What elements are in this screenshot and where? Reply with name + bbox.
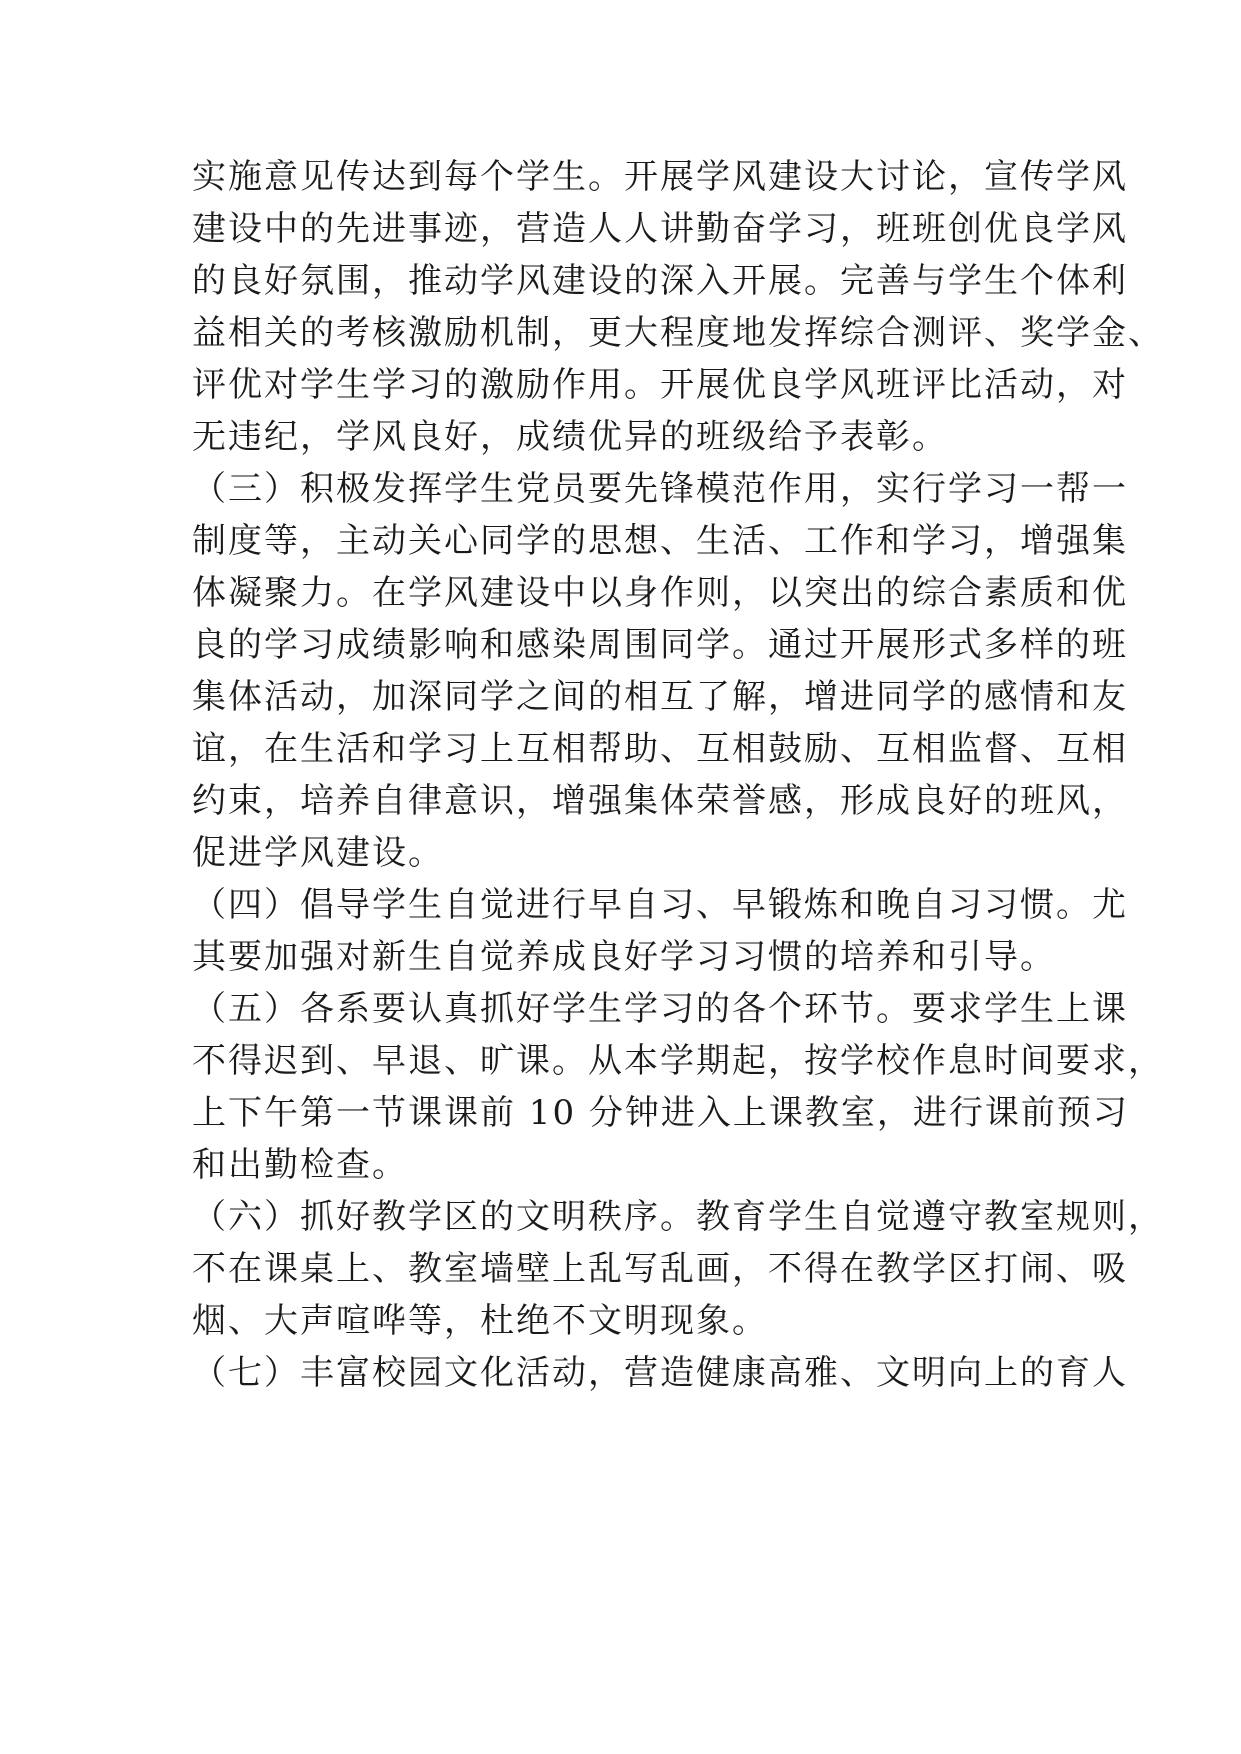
- text-line: 建设中的先进事迹，营造人人讲勤奋学习，班班创优良学风: [192, 209, 1128, 249]
- section-heading-line: （四）倡导学生自觉进行早自习、早锻炼和晚自习习惯。尤: [192, 885, 1128, 925]
- section-heading-line: （五）各系要认真抓好学生学习的各个环节。要求学生上课: [192, 989, 1128, 1029]
- text-line: 良的学习成绩影响和感染周围同学。通过开展形式多样的班: [192, 625, 1128, 665]
- text-line: 上下午第一节课课前 10 分钟进入上课教室，进行课前预习: [192, 1093, 1129, 1133]
- text-line: 集体活动，加深同学之间的相互了解，增进同学的感情和友: [192, 677, 1128, 717]
- text-line: 谊，在生活和学习上互相帮助、互相鼓励、互相监督、互相: [192, 729, 1128, 769]
- text-line: 其要加强对新生自觉养成良好学习习惯的培养和引导。: [192, 937, 1056, 977]
- text-line: 体凝聚力。在学风建设中以身作则，以突出的综合素质和优: [192, 573, 1128, 613]
- section-heading-line: （三）积极发挥学生党员要先锋模范作用，实行学习一帮一: [192, 469, 1128, 509]
- text-line: 无违纪，学风良好，成绩优异的班级给予表彰。: [192, 417, 948, 457]
- text-line: 制度等，主动关心同学的思想、生活、工作和学习，增强集: [192, 521, 1128, 561]
- text-line: 不在课桌上、教室墙壁上乱写乱画，不得在教学区打闹、吸: [192, 1249, 1128, 1289]
- text-line: 评优对学生学习的激励作用。开展优良学风班评比活动，对: [192, 365, 1128, 405]
- text-line: 促进学风建设。: [192, 833, 444, 873]
- text-line: 的良好氛围，推动学风建设的深入开展。完善与学生个体利: [192, 261, 1128, 301]
- section-heading-line: （六）抓好教学区的文明秩序。教育学生自觉遵守教室规则，: [192, 1197, 1164, 1237]
- text-line: 不得迟到、早退、旷课。从本学期起，按学校作息时间要求，: [192, 1041, 1164, 1081]
- section-heading-line: （七）丰富校园文化活动，营造健康高雅、文明向上的育人: [192, 1353, 1128, 1393]
- text-line: 约束，培养自律意识，增强集体荣誉感，形成良好的班风，: [192, 781, 1128, 821]
- text-line: 烟、大声喧哗等，杜绝不文明现象。: [192, 1301, 768, 1341]
- text-line: 实施意见传达到每个学生。开展学风建设大讨论，宣传学风: [192, 157, 1128, 197]
- text-line: 和出勤检查。: [192, 1145, 408, 1185]
- text-line: 益相关的考核激励机制，更大程度地发挥综合测评、奖学金、: [192, 313, 1164, 353]
